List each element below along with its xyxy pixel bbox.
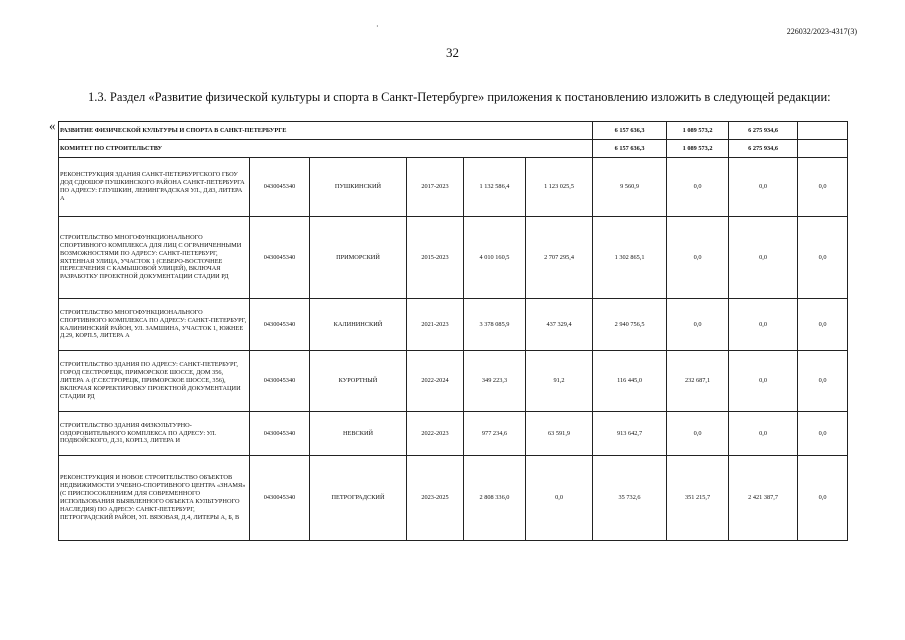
- project-funding-2024: 232 687,1: [667, 351, 729, 412]
- project-name: СТРОИТЕЛЬСТВО МНОГОФУНКЦИОНАЛЬНОГО СПОРТИВНОГО КОМПЛЕКСА ДЛЯ ЛИЦ С ОГРАНИЧЕННЫМИ ВОЗМОЖНОСТЯМИ ПО АДРЕСУ: САНКТ-ПЕТЕРБУРГ, ЯХТЕННАЯ УЛИЦА, УЧАСТОК 1 (СЕВЕРО-ВОСТОЧНЕЕ ПЕРЕСЕЧЕНИЯ С КАМЫШОВОЙ УЛИЦЕЙ), ВКЛЮЧАЯ РАЗРАБОТКУ ПРОЕКТНОЙ ДОКУМЕНТАЦИИ СТАДИИ РД: [59, 217, 250, 299]
- project-district: ПРИМОРСКИЙ: [310, 217, 407, 299]
- project-total-cost: 1 132 586,4: [464, 158, 526, 217]
- project-funding-2024: 0,0: [667, 412, 729, 456]
- budget-table: [58, 121, 848, 541]
- project-period: 2023-2025: [407, 456, 464, 541]
- project-name: СТРОИТЕЛЬСТВО МНОГОФУНКЦИОНАЛЬНОГО СПОРТИВНОГО КОМПЛЕКСА ПО АДРЕСУ: САНКТ-ПЕТЕРБУРГ, КАЛИНИНСКИЙ РАЙОН, УЛ. ЗАМШИНА, УЧАСТОК 1, ЮЖНЕЕ Д.29, КОРП.5, ЛИТЕРА А: [59, 299, 250, 351]
- project-district: ПЕТРОГРАДСКИЙ: [310, 456, 407, 541]
- project-funding-2023: 35 732,6: [593, 456, 667, 541]
- project-funding-2023: 116 445,0: [593, 351, 667, 412]
- project-code: 0430045340: [250, 412, 310, 456]
- project-funding-2026: 0,0: [798, 351, 848, 412]
- project-district: КАЛИНИНСКИЙ: [310, 299, 407, 351]
- project-period: 2021-2023: [407, 299, 464, 351]
- project-name: РЕКОНСТРУКЦИЯ ЗДАНИЯ САНКТ-ПЕТЕРБУРГСКОГО ГБОУ ДОД СДЮШОР ПУШКИНСКОГО РАЙОНА САНКТ-ПЕТЕРБУРГА ПО АДРЕСУ: Г.ПУШКИН, ЛЕНИНГРАДСКАЯ УЛ., Д.83, ЛИТЕРА А: [59, 158, 250, 217]
- table-row: [59, 351, 848, 412]
- project-funding-2026: 0,0: [798, 456, 848, 541]
- project-funding-2024: 0,0: [667, 217, 729, 299]
- project-spent: 2 707 295,4: [526, 217, 593, 299]
- table-row: [59, 456, 848, 541]
- section-row: [59, 122, 848, 140]
- project-period: 2017-2023: [407, 158, 464, 217]
- project-total-cost: 349 223,3: [464, 351, 526, 412]
- committee-value-3: 6 275 934,6: [729, 140, 798, 158]
- project-period: 2022-2024: [407, 351, 464, 412]
- project-funding-2024: 0,0: [667, 158, 729, 217]
- project-code: 0430045340: [250, 351, 310, 412]
- committee-value-1: 6 157 636,3: [593, 140, 667, 158]
- committee-row: [59, 140, 848, 158]
- project-district: НЕВСКИЙ: [310, 412, 407, 456]
- project-funding-2026: 0,0: [798, 412, 848, 456]
- project-funding-2025: 2 421 387,7: [729, 456, 798, 541]
- page-number: 32: [446, 45, 459, 60]
- project-total-cost: 977 234,6: [464, 412, 526, 456]
- committee-value-2: 1 089 573,2: [667, 140, 729, 158]
- opening-quote: «: [49, 118, 56, 133]
- project-funding-2026: 0,0: [798, 299, 848, 351]
- project-name: СТРОИТЕЛЬСТВО ЗДАНИЯ ФИЗКУЛЬТУРНО-ОЗДОРОВИТЕЛЬНОГО КОМПЛЕКСА ПО АДРЕСУ: УЛ. ПОДВОЙСКОГО, Д.31, КОРП.3, ЛИТЕРА И: [59, 412, 250, 456]
- project-spent: 91,2: [526, 351, 593, 412]
- committee-value-4: [798, 140, 848, 158]
- project-total-cost: 2 808 336,0: [464, 456, 526, 541]
- project-district: КУРОРТНЫЙ: [310, 351, 407, 412]
- section-value-1: 6 157 636,3: [593, 122, 667, 140]
- project-code: 0430045340: [250, 217, 310, 299]
- project-period: 2015-2023: [407, 217, 464, 299]
- section-heading: 1.3. Раздел «Развитие физической культуры и спорта в Санкт-Петербурге» приложения к постановлению изложить в следующей редакции:: [88, 90, 831, 104]
- project-name: СТРОИТЕЛЬСТВО ЗДАНИЯ ПО АДРЕСУ: САНКТ-ПЕТЕРБУРГ, ГОРОД СЕСТРОРЕЦК, ПРИМОРСКОЕ ШОССЕ, ДОМ 356, ЛИТЕРА А (Г.СЕСТРОРЕЦК, ПРИМОРСКОЕ ШОССЕ, 356), ВКЛЮЧАЯ КОРРЕКТИРОВКУ ПРОЕКТНОЙ ДОКУМЕНТАЦИИ СТАДИИ РД: [59, 351, 250, 412]
- project-district: ПУШКИНСКИЙ: [310, 158, 407, 217]
- table-row: [59, 299, 848, 351]
- project-code: 0430045340: [250, 456, 310, 541]
- section-value-2: 1 089 573,2: [667, 122, 729, 140]
- project-funding-2025: 0,0: [729, 299, 798, 351]
- scan-mark: ·: [376, 22, 379, 31]
- project-funding-2025: 0,0: [729, 351, 798, 412]
- section-value-3: 6 275 934,6: [729, 122, 798, 140]
- table-row: [59, 412, 848, 456]
- document-number: 226032/2023-4317(3): [786, 27, 857, 36]
- project-total-cost: 3 378 085,9: [464, 299, 526, 351]
- project-spent: 63 591,9: [526, 412, 593, 456]
- table-row: [59, 158, 848, 217]
- section-value-4: [798, 122, 848, 140]
- project-spent: 0,0: [526, 456, 593, 541]
- project-total-cost: 4 010 160,5: [464, 217, 526, 299]
- project-funding-2023: 9 560,9: [593, 158, 667, 217]
- project-funding-2024: 351 215,7: [667, 456, 729, 541]
- project-code: 0430045340: [250, 158, 310, 217]
- project-spent: 437 329,4: [526, 299, 593, 351]
- project-funding-2023: 913 642,7: [593, 412, 667, 456]
- project-funding-2023: 1 302 865,1: [593, 217, 667, 299]
- table-row: [59, 217, 848, 299]
- committee-label: КОМИТЕТ ПО СТРОИТЕЛЬСТВУ: [59, 140, 593, 158]
- project-period: 2022-2023: [407, 412, 464, 456]
- project-spent: 1 123 025,5: [526, 158, 593, 217]
- project-funding-2026: 0,0: [798, 217, 848, 299]
- project-name: РЕКОНСТРУКЦИЯ И НОВОЕ СТРОИТЕЛЬСТВО ОБЪЕКТОВ НЕДВИЖИМОСТИ УЧЕБНО-СПОРТИВНОГО ЦЕНТРА «ЗНАМЯ» (С ПРИСПОСОБЛЕНИЕМ ДЛЯ СОВРЕМЕННОГО ИСПОЛЬЗОВАНИЯ ВЫЯВЛЕННОГО ОБЪЕКТА КУЛЬТУРНОГО НАСЛЕДИЯ) ПО АДРЕСУ: САНКТ-ПЕТЕРБУРГ, ПЕТРОГРАДСКИЙ РАЙОН, УЛ. ВЯЗОВАЯ, Д.4, ЛИТЕРЫ А, Б, В: [59, 456, 250, 541]
- project-funding-2026: 0,0: [798, 158, 848, 217]
- project-funding-2025: 0,0: [729, 217, 798, 299]
- project-funding-2025: 0,0: [729, 158, 798, 217]
- project-funding-2025: 0,0: [729, 412, 798, 456]
- project-funding-2023: 2 940 756,5: [593, 299, 667, 351]
- section-label: РАЗВИТИЕ ФИЗИЧЕСКОЙ КУЛЬТУРЫ И СПОРТА В САНКТ-ПЕТЕРБУРГЕ: [59, 122, 593, 140]
- project-funding-2024: 0,0: [667, 299, 729, 351]
- project-code: 0430045340: [250, 299, 310, 351]
- table-body: [59, 122, 848, 541]
